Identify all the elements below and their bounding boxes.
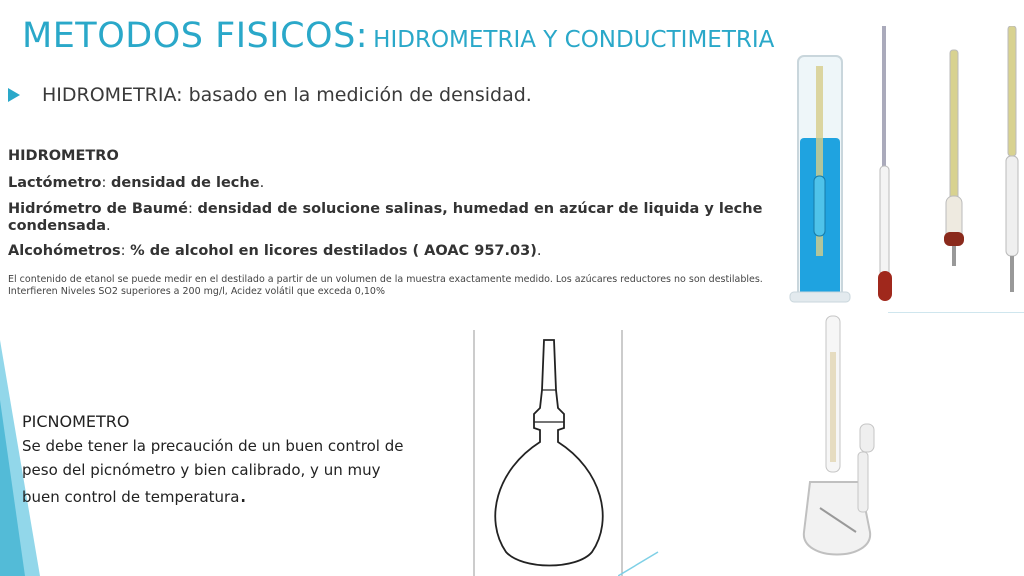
lactometro-text: densidad de leche bbox=[111, 175, 260, 191]
lactometro-label: Lactómetro bbox=[8, 175, 102, 191]
baume-end: . bbox=[106, 218, 111, 234]
line-baume bbox=[8, 201, 768, 235]
picnometer-photo bbox=[770, 312, 1024, 576]
picnometro-drawing bbox=[472, 330, 624, 576]
picnometro-block bbox=[22, 410, 432, 509]
picnometro-line-3-text: buen control de temperatura bbox=[22, 488, 240, 506]
title-sub: HIDROMETRIA Y CONDUCTIMETRIA bbox=[373, 27, 775, 53]
line-alcohometros bbox=[8, 243, 541, 259]
alcohometros-text: % de alcohol en licores destilados ( AOAC 957.03) bbox=[130, 243, 537, 259]
picnometro-heading: PICNOMETRO bbox=[22, 412, 130, 431]
alcohometros-sep: : bbox=[120, 243, 131, 259]
picnometro-line-3-end: . bbox=[239, 480, 248, 508]
baume-sep: : bbox=[188, 201, 198, 217]
slide-title bbox=[22, 16, 774, 56]
bullet-hidrometria bbox=[8, 84, 532, 106]
title-main: METODOS FISICOS: bbox=[22, 16, 369, 56]
alcohometros-label: Alcohómetros bbox=[8, 243, 121, 259]
picnometro-line-1: Se debe tener la precaución de un buen control de bbox=[22, 437, 404, 455]
alcohometros-end: . bbox=[536, 243, 542, 259]
lactometro-end: . bbox=[259, 175, 265, 191]
hydrometers-photo bbox=[786, 26, 1024, 312]
picnometro-line-2: peso del picnómetro y bien calibrado, y un muy bbox=[22, 461, 381, 479]
lactometro-sep: : bbox=[101, 175, 111, 191]
bullet-arrow-icon bbox=[8, 88, 20, 102]
picnometro-line-3 bbox=[22, 482, 432, 509]
baume-label: Hidrómetro de Baumé bbox=[8, 201, 188, 217]
line-lactometro bbox=[8, 175, 264, 191]
baume-text: densidad de solucione salinas, humedad en azúcar de liquida y leche condensada bbox=[8, 201, 763, 234]
bottom-accent-line bbox=[618, 548, 668, 576]
section-heading: HIDROMETRO bbox=[8, 148, 119, 164]
etanol-note: El contenido de etanol se puede medir en el destilado a partir de un volumen de la muestra exactamente medido. Los azúcares reductores no son destilables. Interfieren Niveles SO2 superiores a 200 mg/l, Acidez volátil que exceda 0,10% bbox=[8, 274, 763, 297]
bullet-text: HIDROMETRIA: basado en la medición de densidad. bbox=[42, 84, 532, 106]
